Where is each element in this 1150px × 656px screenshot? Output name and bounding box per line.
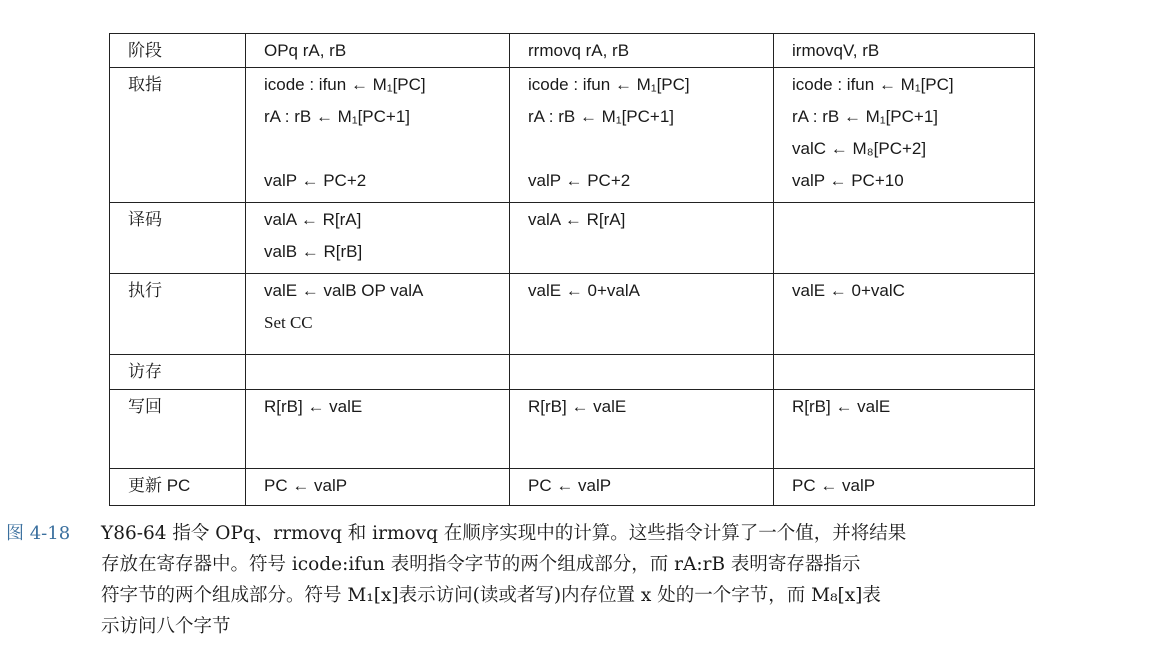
stage-cell-decode bbox=[110, 203, 246, 274]
irmovq-update-pc-line-1: PC ← valP bbox=[792, 476, 876, 495]
caption-line-3: 符字节的两个组成部分。符号 M₁[x]表示访问(读或者写)内存位置 x 处的一个字节，而 M₈[x]表 bbox=[101, 585, 881, 606]
header-stage-cell bbox=[110, 34, 246, 68]
irmovq-fetch-line-3: valC ← M₈[PC+2] bbox=[792, 139, 927, 158]
rrmovq-fetch-line-1: icode : ifun ← M₁[PC] bbox=[528, 75, 690, 94]
stage-cell-execute bbox=[110, 274, 246, 355]
irmovq-cell-execute bbox=[774, 274, 1035, 355]
table-header-row bbox=[110, 34, 1035, 68]
rrmovq-update-pc-line-1: PC ← valP bbox=[528, 476, 612, 495]
rrmovq-cell-decode bbox=[510, 203, 774, 274]
stage-cell-memory bbox=[110, 355, 246, 390]
figure-caption bbox=[6, 518, 1146, 642]
caption-line-2: 存放在寄存器中。符号 icode:ifun 表明指令字节的两个组成部分，而 rA:rB 表明寄存器指示 bbox=[101, 554, 861, 575]
rrmovq-fetch-line-3 bbox=[528, 133, 763, 165]
stage-cell-update-pc bbox=[110, 469, 246, 506]
computation-table bbox=[109, 33, 1035, 506]
irmovq-fetch-line-2: rA : rB ← M₁[PC+1] bbox=[792, 107, 939, 126]
header-rrmovq-cell bbox=[510, 34, 774, 68]
irmovq-execute-line-1: valE ← 0+valC bbox=[792, 281, 905, 300]
rrmovq-writeback-line-1: R[rB] ← valE bbox=[528, 397, 627, 416]
header-irmovq-cell bbox=[774, 34, 1035, 68]
table-row-execute bbox=[110, 274, 1035, 355]
opq-execute-line-2: Set CC bbox=[264, 313, 313, 332]
table-row-fetch bbox=[110, 68, 1035, 203]
stage-label-fetch: 取指 bbox=[128, 75, 162, 94]
opq-fetch-line-3 bbox=[264, 133, 499, 165]
opq-cell-writeback bbox=[246, 390, 510, 469]
stage-label-writeback: 写回 bbox=[128, 397, 162, 416]
rrmovq-decode-line-1: valA ← R[rA] bbox=[528, 210, 626, 229]
figure-label: 图 4-18 bbox=[6, 523, 71, 544]
rrmovq-cell-fetch bbox=[510, 68, 774, 203]
opq-decode-line-2: valB ← R[rB] bbox=[264, 242, 363, 261]
table-row-decode bbox=[110, 203, 1035, 274]
rrmovq-execute-line-1: valE ← 0+valA bbox=[528, 281, 640, 300]
rrmovq-cell-memory bbox=[510, 355, 774, 390]
header-irmovq-label: irmovqV, rB bbox=[792, 41, 880, 60]
rrmovq-cell-writeback bbox=[510, 390, 774, 469]
opq-cell-fetch bbox=[246, 68, 510, 203]
stage-cell-writeback bbox=[110, 390, 246, 469]
opq-cell-memory bbox=[246, 355, 510, 390]
table-row-writeback bbox=[110, 390, 1035, 469]
caption-body bbox=[101, 518, 1146, 642]
irmovq-cell-writeback bbox=[774, 390, 1035, 469]
opq-fetch-line-4: valP ← PC+2 bbox=[264, 171, 367, 190]
stage-label-update-pc: 更新 PC bbox=[128, 476, 191, 495]
caption-line-1: Y86-64 指令 OPq、rrmovq 和 irmovq 在顺序实现中的计算。这些指令计算了一个值，并将结果 bbox=[101, 523, 907, 544]
opq-cell-execute bbox=[246, 274, 510, 355]
header-stage-label: 阶段 bbox=[128, 41, 162, 60]
stage-label-execute: 执行 bbox=[128, 281, 162, 300]
irmovq-cell-update-pc bbox=[774, 469, 1035, 506]
opq-fetch-line-1: icode : ifun ← M₁[PC] bbox=[264, 75, 426, 94]
opq-update-pc-line-1: PC ← valP bbox=[264, 476, 348, 495]
irmovq-cell-memory bbox=[774, 355, 1035, 390]
stage-label-memory: 访存 bbox=[128, 362, 162, 381]
irmovq-cell-decode bbox=[774, 203, 1035, 274]
opq-writeback-line-1: R[rB] ← valE bbox=[264, 397, 363, 416]
rrmovq-fetch-line-2: rA : rB ← M₁[PC+1] bbox=[528, 107, 675, 126]
opq-decode-line-1: valA ← R[rA] bbox=[264, 210, 362, 229]
caption-line-4: 示访问八个字节 bbox=[101, 616, 231, 637]
irmovq-fetch-line-1: icode : ifun ← M₁[PC] bbox=[792, 75, 954, 94]
rrmovq-cell-update-pc bbox=[510, 469, 774, 506]
header-rrmovq-label: rrmovq rA, rB bbox=[528, 41, 630, 60]
irmovq-writeback-line-1: R[rB] ← valE bbox=[792, 397, 891, 416]
opq-cell-decode bbox=[246, 203, 510, 274]
table-row-update-pc bbox=[110, 469, 1035, 506]
header-opq-cell bbox=[246, 34, 510, 68]
opq-cell-update-pc bbox=[246, 469, 510, 506]
opq-execute-line-1: valE ← valB OP valA bbox=[264, 281, 424, 300]
stage-cell-fetch bbox=[110, 68, 246, 203]
irmovq-fetch-line-4: valP ← PC+10 bbox=[792, 171, 904, 190]
irmovq-cell-fetch bbox=[774, 68, 1035, 203]
stage-label-decode: 译码 bbox=[128, 210, 162, 229]
table-row-memory bbox=[110, 355, 1035, 390]
header-opq-label: OPq rA, rB bbox=[264, 41, 347, 60]
rrmovq-fetch-line-4: valP ← PC+2 bbox=[528, 171, 631, 190]
rrmovq-cell-execute bbox=[510, 274, 774, 355]
computation-table-container bbox=[109, 33, 1034, 506]
opq-fetch-line-2: rA : rB ← M₁[PC+1] bbox=[264, 107, 411, 126]
